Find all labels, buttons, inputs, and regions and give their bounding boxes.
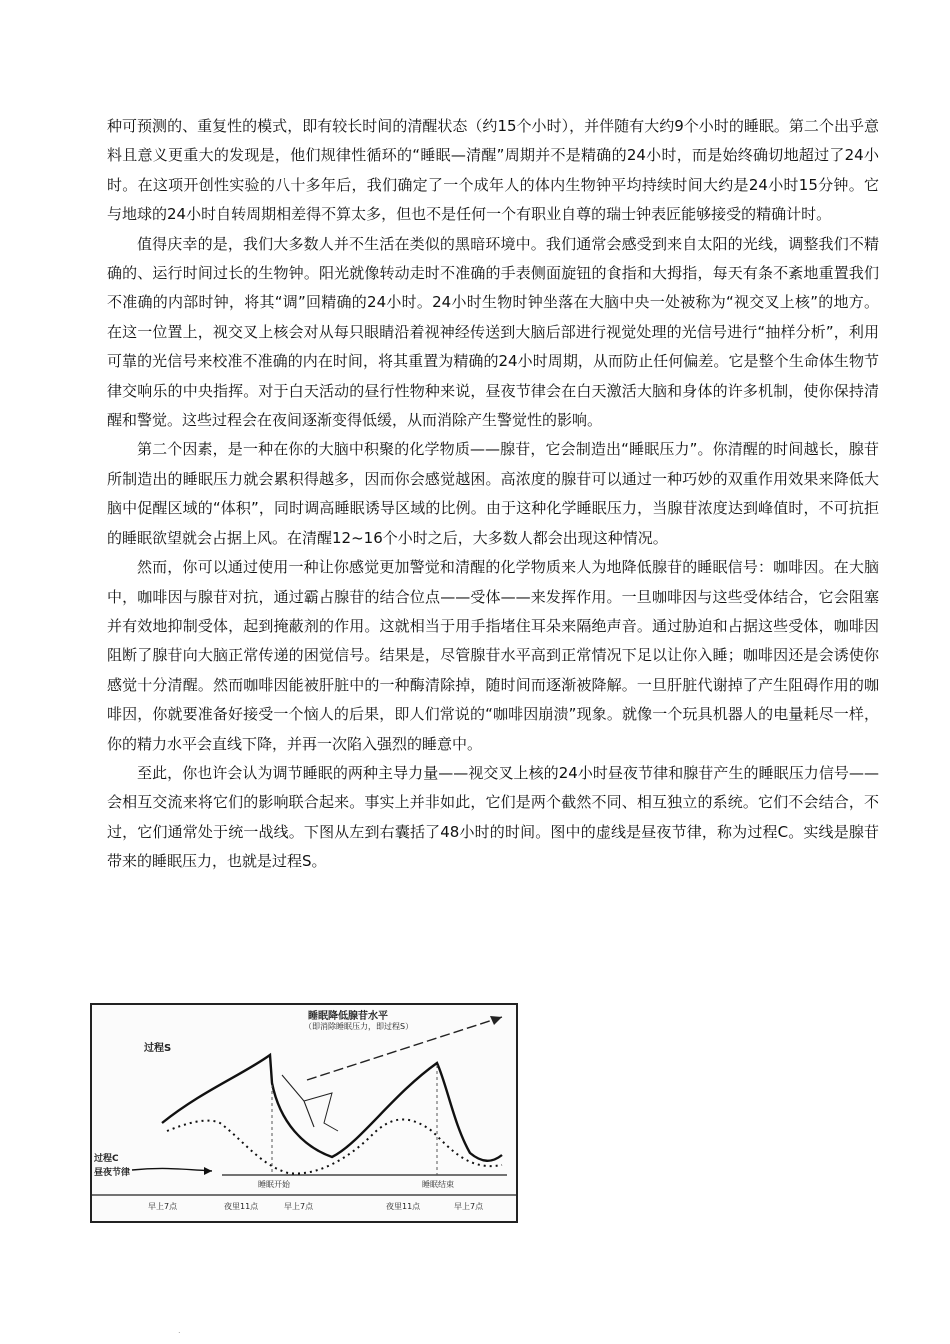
process-s-curve bbox=[162, 1055, 502, 1161]
page-footer-mark: . bbox=[178, 1326, 181, 1335]
process-s-label: 过程S bbox=[144, 1043, 172, 1054]
sleep-start-label: 睡眠开始 bbox=[258, 1180, 290, 1189]
sleep-regulation-figure bbox=[90, 1003, 518, 1223]
x-label-1: 早上7点 bbox=[148, 1202, 178, 1211]
paragraph-1: 种可预测的、重复性的模式，即有较长时间的清醒状态（约15个小时），并伴随有大约9个小时的睡眠。第二个出乎意料且意义更重大的发现是，他们规律性循环的“睡眠—清醒”周期并不是精确的24小时，而是始终确切地超过了24小时。在这项开创性实验的八十多年后，我们确定了一个成年人的体内生物钟平均持续时间大约是24小时15分钟。它与地球的24小时自转周期相差得不算太多，但也不是任何一个有职业自尊的瑞士钟表匠能够接受的精确计时。 bbox=[107, 117, 879, 224]
x-label-4: 夜里11点 bbox=[386, 1202, 421, 1211]
process-c-pointer-head bbox=[204, 1167, 212, 1175]
process-c-curve bbox=[167, 1119, 502, 1173]
top-sublabel: （即消除睡眠压力，即过程S） bbox=[304, 1022, 414, 1031]
paragraph-3: 第二个因素，是一种在你的大脑中积聚的化学物质——腺苷，它会制造出“睡眠压力”。你清醒的时间越长，腺苷所制造出的睡眠压力就会累积得越多，因而你会感觉越困。高浓度的腺苷可以通过一种巧妙的双重作用效果来降低大脑中促醒区域的“体积”，同时调高睡眠诱导区域的比例。由于这种化学睡眠压力，当腺苷浓度达到峰值时，不可抗拒的睡眠欲望就会占据上风。在清醒12~16个小时之后，大多数人都会出现这种情况。 bbox=[107, 440, 879, 547]
x-label-2: 夜里11点 bbox=[224, 1202, 259, 1211]
x-label-3: 早上7点 bbox=[284, 1202, 314, 1211]
top-arrow-head bbox=[490, 1016, 502, 1025]
circadian-label: 昼夜节律 bbox=[94, 1168, 131, 1178]
pointer-line-2 bbox=[304, 1093, 338, 1131]
process-c-label: 过程C bbox=[94, 1154, 119, 1164]
top-label: 睡眠降低腺苷水平 bbox=[308, 1011, 388, 1022]
paragraph-4: 然而，你可以通过使用一种让你感觉更加警觉和清醒的化学物质来人为地降低腺苷的睡眠信号：咖啡因。在大脑中，咖啡因与腺苷对抗，通过霸占腺苷的结合位点——受体——来发挥作用。一旦咖啡因与这些受体结合，它会阻塞并有效地抑制受体，起到掩蔽剂的作用。这就相当于用手指堵住耳朵来隔绝声音。通过胁迫和占据这些受体，咖啡因阻断了腺苷向大脑正常传递的困觉信号。结果是，尽管腺苷水平高到正常情况下足以让你入睡；咖啡因还是会诱使你感觉十分清醒。然而咖啡因能被肝脏中的一种酶清除掉，随时间而逐渐被降解。一旦肝脏代谢掉了产生阻碍作用的咖啡因，你就要准备好接受一个恼人的后果，即人们常说的“咖啡因崩溃”现象。就像一个玩具机器人的电量耗尽一样，你的精力水平会直线下降，并再一次陷入强烈的睡意中。 bbox=[107, 558, 879, 753]
article-body bbox=[107, 112, 879, 877]
paragraph-5: 至此，你也许会认为调节睡眠的两种主导力量——视交叉上核的24小时昼夜节律和腺苷产生的睡眠压力信号——会相互交流来将它们的影响联合起来。事实上并非如此，它们是两个截然不同、相互独立的系统。它们不会结合，不过，它们通常处于统一战线。下图从左到右囊括了48小时的时间。图中的虚线是昼夜节律，称为过程C。实线是腺苷带来的睡眠压力，也就是过程S。 bbox=[107, 763, 879, 871]
x-label-5: 早上7点 bbox=[454, 1202, 484, 1211]
process-c-pointer bbox=[132, 1168, 212, 1171]
sleep-end-label: 睡眠结束 bbox=[422, 1180, 454, 1189]
paragraph-2: 值得庆幸的是，我们大多数人并不生活在类似的黑暗环境中。我们通常会感受到来自太阳的光线，调整我们不精确的、运行时间过长的生物钟。阳光就像转动走时不准确的手表侧面旋钮的食指和大拇指，每天有条不紊地重置我们不准确的内部时钟，将其“调”回精确的24小时。24小时生物时钟坐落在大脑中央一处被称为“视交叉上核”的地方。在这一位置上，视交叉上核会对从每只眼睛沿着视神经传送到大脑后部进行视觉处理的光信号进行“抽样分析”，利用可靠的光信号来校准不准确的内在时间，将其重置为精确的24小时周期，从而防止任何偏差。它是整个生命体生物节律交响乐的中央指挥。对于白天活动的昼行性物种来说，昼夜节律会在白天激活大脑和身体的许多机制，使你保持清醒和警觉。这些过程会在夜间逐渐变得低缓，从而消除产生警觉性的影响。 bbox=[107, 234, 879, 430]
